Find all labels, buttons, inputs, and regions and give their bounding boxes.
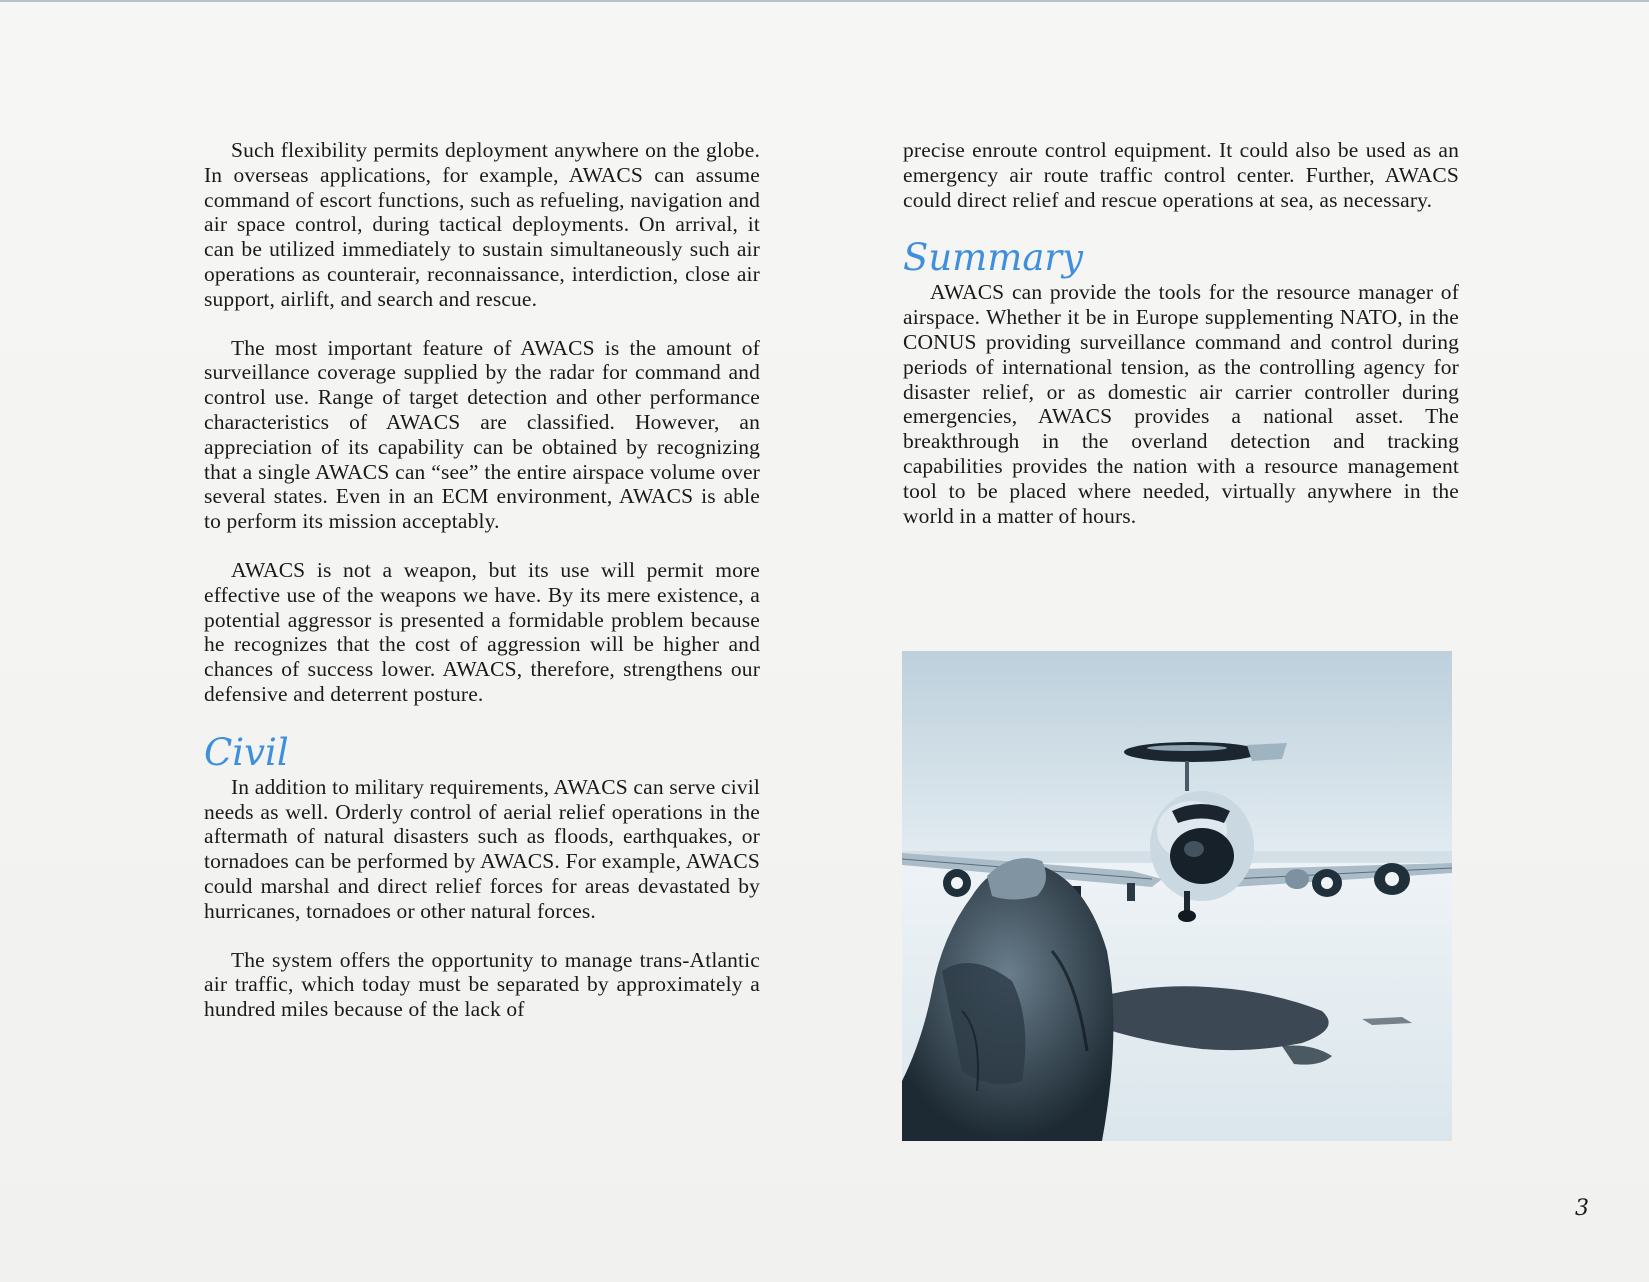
page-number: 3 (1575, 1196, 1589, 1221)
body-paragraph-flexibility: Such flexibility permits deployment anywhere on the globe. In overseas applications, for example, AWACS can assume command of escort functions, such as refueling, navigation and air space control, during tactical deployments. On arrival, it can be utilized immediately to sustain simultaneously such air operations as counterair, reconnaissance, interdiction, close air support, airlift, and search and rescue. (204, 138, 760, 311)
body-paragraph-deterrence: AWACS is not a weapon, but its use will permit more effective use of the weapons we have. By its mere existence, a potential aggressor is presented a formidable problem because he recognizes that the cost of aggression will be higher and chances of success lower. AWACS, therefore, strengthens our defensive and deterrent posture. (204, 557, 760, 706)
summary-heading: Summary (903, 236, 1083, 280)
awacs-aircraft-photo (902, 651, 1452, 1141)
civil-heading: Civil (204, 730, 289, 774)
civil-paragraph-traffic: The system offers the opportunity to manage trans-Atlantic air traffic, which today must be separated by approximately a hundred miles because of the lack of (204, 947, 760, 1022)
continuation-paragraph: precise enroute control equipment. It could also be used as an emergency air route traffic control center. Further, AWACS could direct relief and rescue operations at sea, as necessary. (903, 138, 1459, 212)
left-column (204, 138, 760, 1046)
right-column (903, 138, 1459, 552)
summary-paragraph: AWACS can provide the tools for the resource manager of airspace. Whether it be in Europe supplementing NATO, in the CONUS providing surveillance command and control during periods of international tension, as the controlling agency for disaster relief, or as domestic air carrier controller during emergencies, AWACS provides a national asset. The breakthrough in the overland detection and tracking capabilities provides the nation with a resource management tool to be placed where needed, virtually anywhere in the world in a matter of hours. (903, 280, 1459, 528)
civil-paragraph-relief: In addition to military requirements, AWACS can serve civil needs as well. Orderly control of aerial relief operations in the aftermath of natural disasters such as floods, earthquakes, or tornadoes can be performed by AWACS. For example, AWACS could marshal and direct relief forces for areas devastated by hurricanes, tornadoes or other natural forces. (204, 774, 760, 923)
body-paragraph-surveillance: The most important feature of AWACS is the amount of surveillance coverage supplied by the radar for command and control use. Range of target detection and other performance characteristics of AWACS are classified. However, an appreciation of its capability can be obtained by recognizing that a single AWACS can “see” the entire airspace volume over several states. Even in an ECM environment, AWACS is able to perform its mission acceptably. (204, 335, 760, 534)
page-top-edge (0, 0, 1649, 2)
